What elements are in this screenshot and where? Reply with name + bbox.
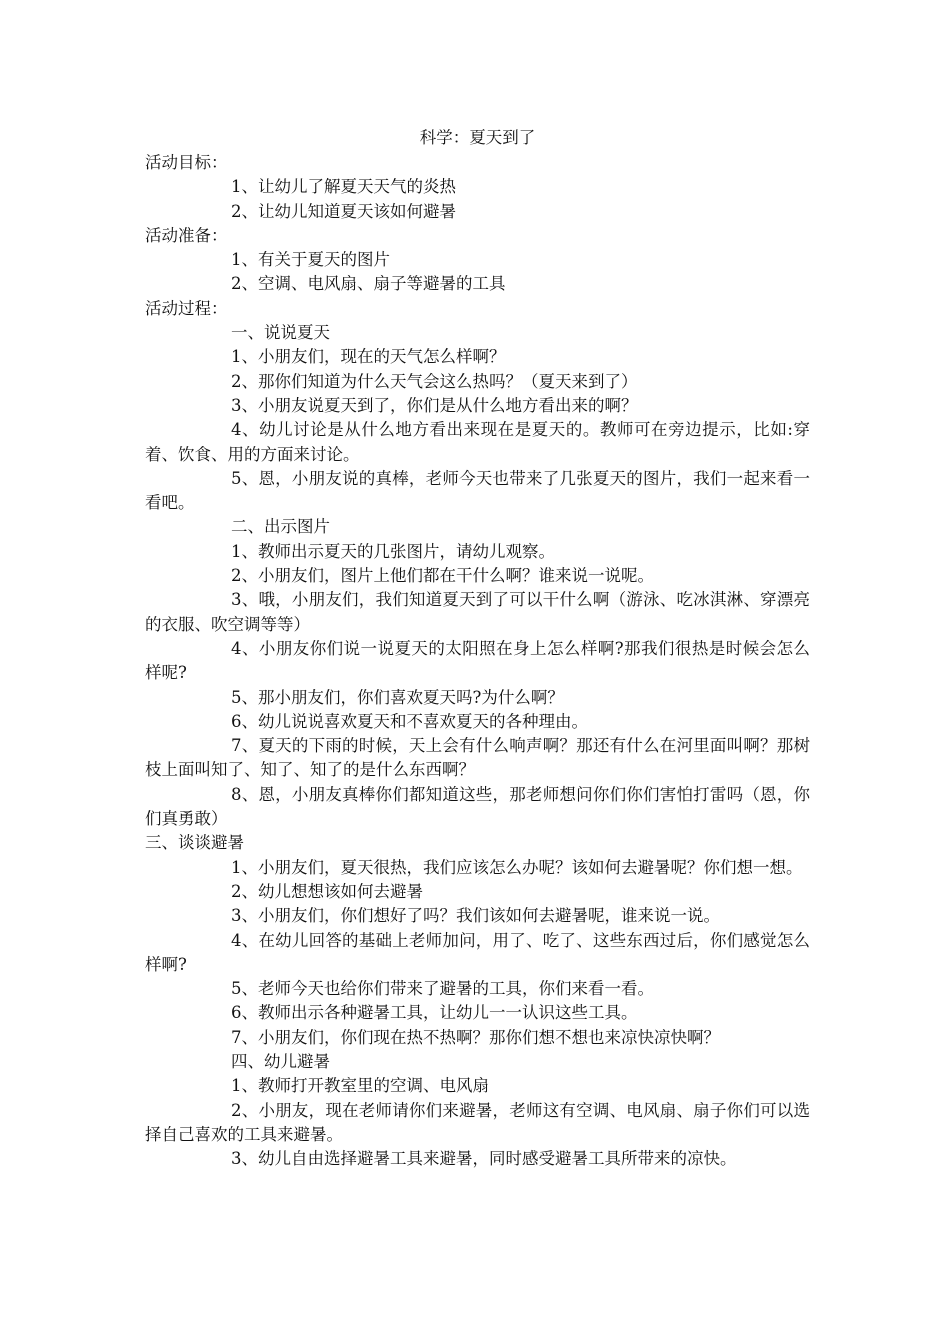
step-item: 5、恩，小朋友说的真棒，老师今天也带来了几张夏天的图片，我们一起来看一看吧。 <box>145 468 810 513</box>
step-item: 1、教师出示夏天的几张图片，请幼儿观察。 <box>231 541 555 561</box>
step-item: 3、小朋友说夏天到了，你们是从什么地方看出来的啊？ <box>231 395 638 415</box>
step-item: 7、小朋友们，你们现在热不热啊？那你们想不想也来凉快凉快啊？ <box>231 1027 720 1047</box>
step-item: 8、恩，小朋友真棒你们都知道这些，那老师想问你们你们害怕打雷吗（恩，你们真勇敢） <box>145 784 810 829</box>
prep-item: 1、有关于夏天的图片 <box>231 250 390 270</box>
document-body <box>145 125 810 1171</box>
step-item: 7、夏天的下雨的时候，天上会有什么响声啊？那还有什么在河里面叫啊？那树枝上面叫知了、知了、知了的是什么东西啊？ <box>145 736 810 780</box>
step-item: 3、幼儿自由选择避暑工具来避暑，同时感受避暑工具所带来的凉快。 <box>231 1149 737 1169</box>
step-item: 3、小朋友们，你们想好了吗？我们该如何去避暑呢，谁来说一说。 <box>231 906 720 926</box>
goals-heading: 活动目标： <box>145 153 228 172</box>
step-item: 4、小朋友你们说一说夏天的太阳照在身上怎么样啊?那我们很热是时候会怎么样呢? <box>145 638 810 683</box>
step-item: 6、教师出示各种避暑工具，让幼儿一一认识这些工具。 <box>231 1003 638 1023</box>
step-item: 2、小朋友们，图片上他们都在干什么啊？谁来说一说呢。 <box>231 566 654 586</box>
step-item: 2、幼儿想想该如何去避暑 <box>231 881 423 901</box>
document-title: 科学：夏天到了 <box>419 128 536 147</box>
step-item: 5、老师今天也给你们带来了避暑的工具，你们来看一看。 <box>231 979 654 999</box>
goal-item: 2、让幼儿知道夏天该如何避暑 <box>231 201 456 221</box>
step-item: 2、小朋友，现在老师请你们来避暑，老师这有空调、电风扇、扇子你们可以选择自己喜欢的工具来避暑。 <box>145 1100 810 1144</box>
section-heading: 二、出示图片 <box>231 517 330 537</box>
prep-item: 2、空调、电风扇、扇子等避暑的工具 <box>231 274 506 294</box>
step-item: 6、幼儿说说喜欢夏天和不喜欢夏天的各种理由。 <box>231 711 588 731</box>
goal-item: 1、让幼儿了解夏天天气的炎热 <box>231 177 456 197</box>
step-item: 4、幼儿讨论是从什么地方看出来现在是夏天的。教师可在旁边提示，比如:穿着、饮食、用的方面来讨论。 <box>145 420 810 464</box>
step-item: 5、那小朋友们，你们喜欢夏天吗?为什么啊？ <box>231 687 564 707</box>
step-item: 1、教师打开教室里的空调、电风扇 <box>231 1076 489 1096</box>
process-heading: 活动过程： <box>145 298 228 318</box>
section-heading: 四、幼儿避暑 <box>231 1051 330 1071</box>
section-heading: 三、谈谈避暑 <box>145 833 244 853</box>
prep-heading: 活动准备： <box>145 225 228 245</box>
step-item: 2、那你们知道为什么天气会这么热吗？（夏天来到了） <box>231 371 638 391</box>
step-item: 1、小朋友们，现在的天气怎么样啊？ <box>231 347 506 367</box>
step-item: 3、哦，小朋友们，我们知道夏天到了可以干什么啊（游泳、吃冰淇淋、穿漂亮的衣服、吹空调等等） <box>145 590 810 634</box>
step-item: 1、小朋友们，夏天很热，我们应该怎么办呢？该如何去避暑呢？你们想一想。 <box>231 857 803 877</box>
section-heading: 一、说说夏天 <box>231 323 330 343</box>
step-item: 4、在幼儿回答的基础上老师加问，用了、吃了、这些东西过后，你们感觉怎么样啊? <box>145 930 810 974</box>
